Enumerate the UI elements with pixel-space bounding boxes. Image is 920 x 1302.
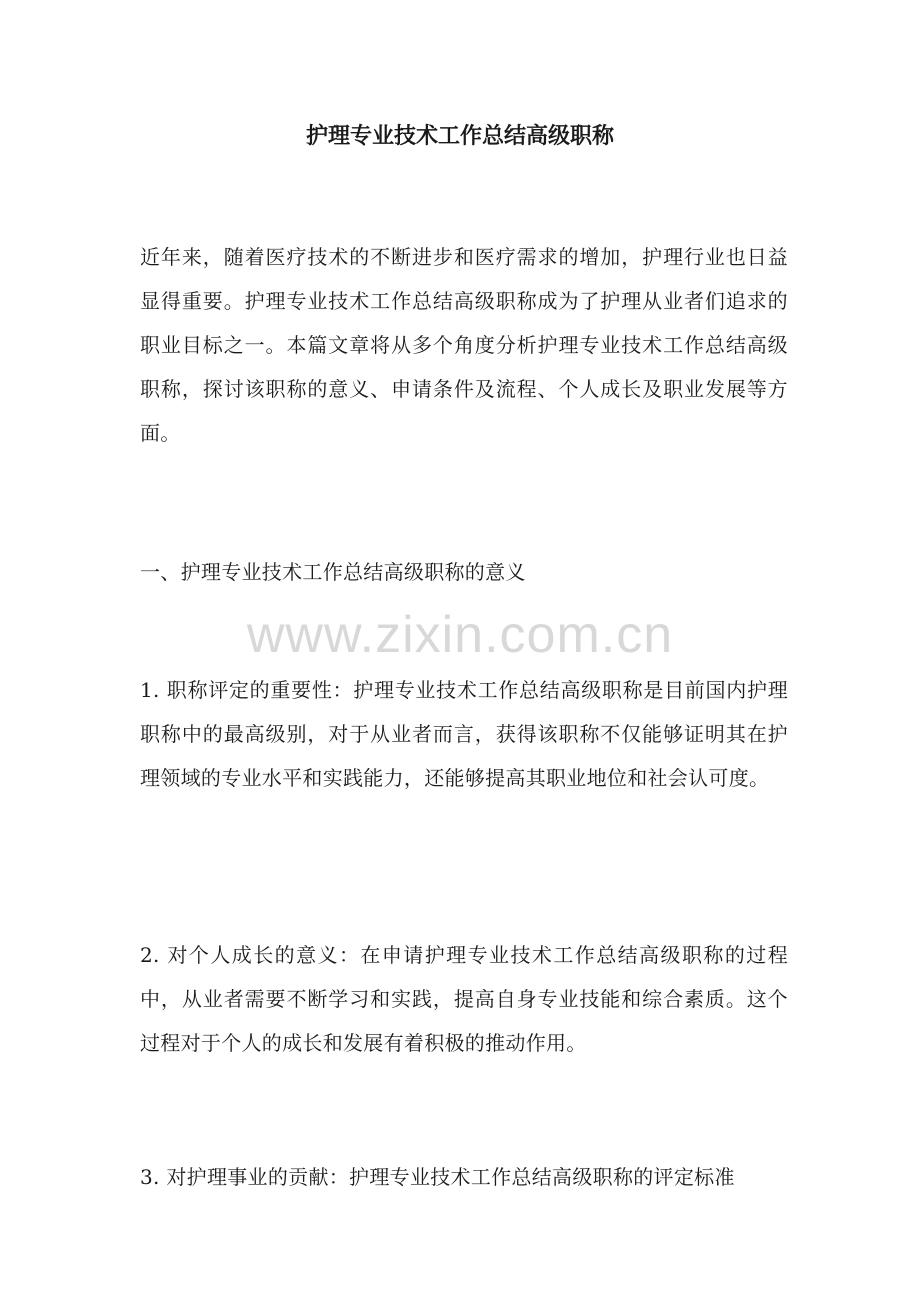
intro-paragraph: 近年来，随着医疗技术的不断进步和医疗需求的增加，护理行业也日益显得重要。护理专业技术工作总结高级职称成为了护理从业者们追求的职业目标之一。本篇文章将从多个角度分析护理专业技术工作总结高级职称，探讨该职称的意义、申请条件及流程、个人成长及职业发展等方面。 bbox=[140, 245, 788, 445]
list-item-1: 1. 职称评定的重要性：护理专业技术工作总结高级职称是目前国内护理职称中的最高级别，对于从业者而言，获得该职称不仅能够证明其在护理领域的专业水平和实践能力，还能够提高其职业地位和社会认可度。 bbox=[140, 678, 788, 790]
watermark: www.zixin.com.cn bbox=[246, 606, 674, 664]
section-heading-1: 一、护理专业技术工作总结高级职称的意义 bbox=[140, 560, 526, 584]
list-item-3: 3. 对护理事业的贡献：护理专业技术工作总结高级职称的评定标准 bbox=[140, 1165, 735, 1189]
list-item-2: 2. 对个人成长的意义：在申请护理专业技术工作总结高级职称的过程中，从业者需要不断学习和实践，提高自身专业技能和综合素质。这个过程对于个人的成长和发展有着积极的推动作用。 bbox=[140, 943, 788, 1055]
document-title: 护理专业技术工作总结高级职称 bbox=[305, 123, 614, 149]
